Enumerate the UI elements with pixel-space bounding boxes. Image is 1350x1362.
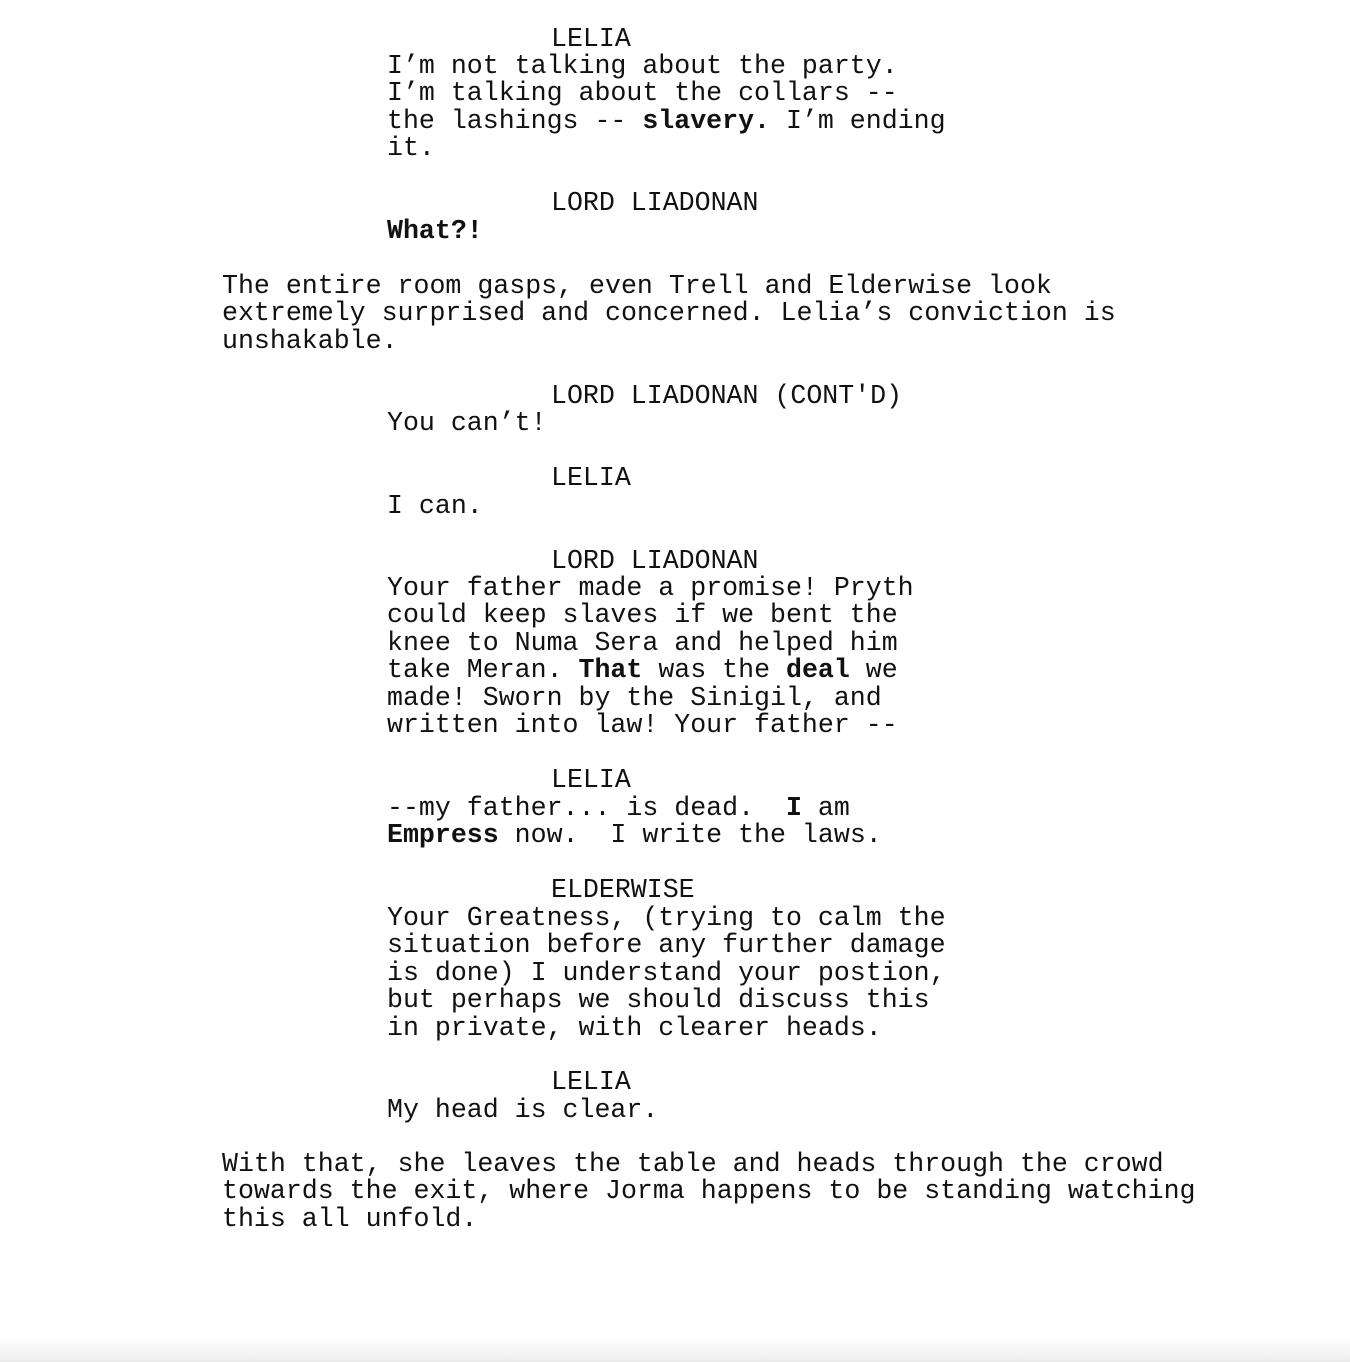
character-line bbox=[551, 383, 902, 410]
action-line bbox=[222, 1203, 1196, 1234]
dialogue-line bbox=[387, 135, 946, 162]
bold-text-run: Empress bbox=[387, 820, 499, 851]
text-run: towards the exit, where Jorma happens to be standing watching bbox=[222, 1176, 1196, 1207]
text-run: knee to Numa Sera and helped him bbox=[387, 627, 898, 658]
text-run: LORD LIADONAN bbox=[551, 546, 759, 576]
dialogue-line bbox=[387, 105, 946, 136]
action-line bbox=[222, 1178, 1196, 1205]
character-line bbox=[551, 26, 631, 53]
text-run: unshakable. bbox=[222, 325, 398, 356]
text-run: take Meran. bbox=[387, 655, 579, 686]
text-run: ELDERWISE bbox=[551, 875, 695, 905]
text-run: LELIA bbox=[551, 463, 631, 493]
bold-text-run: deal bbox=[786, 655, 850, 686]
character-line bbox=[551, 190, 758, 217]
dialogue-block bbox=[387, 795, 882, 850]
text-run: extremely surprised and concerned. Lelia’s conviction is bbox=[222, 298, 1116, 329]
page-bottom-edge bbox=[0, 1338, 1350, 1362]
character-cue-lelia bbox=[551, 26, 631, 53]
text-run: I’m not talking about the party. bbox=[387, 51, 898, 81]
dialogue-block bbox=[387, 575, 914, 739]
text-run: I’m ending bbox=[770, 105, 946, 136]
text-run: the lashings -- bbox=[387, 105, 643, 136]
action-block bbox=[222, 1151, 1196, 1233]
action-line bbox=[222, 1151, 1196, 1178]
action-line bbox=[222, 300, 1116, 327]
dialogue-line bbox=[387, 987, 946, 1014]
dialogue-line bbox=[387, 682, 914, 713]
text-run: You can’t! bbox=[387, 408, 547, 438]
character-cue-lelia bbox=[551, 767, 631, 794]
dialogue-block bbox=[387, 1097, 658, 1124]
text-run: LORD LIADONAN (CONT'D) bbox=[551, 381, 903, 411]
bold-text-run: slavery. bbox=[642, 105, 771, 136]
text-run: LELIA bbox=[551, 1067, 631, 1097]
character-line bbox=[551, 1069, 631, 1096]
character-cue-lord-liadonan bbox=[551, 548, 758, 575]
dialogue-line bbox=[387, 957, 946, 988]
text-run: With that, she leaves the table and heads through the crowd bbox=[222, 1149, 1164, 1179]
dialogue-line bbox=[387, 80, 946, 107]
dialogue-line bbox=[387, 218, 483, 245]
dialogue-line bbox=[387, 627, 914, 658]
text-run: could keep slaves if we bent the bbox=[387, 600, 898, 631]
bold-text-run: What?! bbox=[387, 216, 483, 246]
text-run: LELIA bbox=[551, 765, 631, 795]
dialogue-block bbox=[387, 410, 547, 437]
text-run: but perhaps we should discuss this bbox=[387, 985, 930, 1016]
text-run: in private, with clearer heads. bbox=[387, 1012, 882, 1043]
text-run: I can. bbox=[387, 491, 483, 521]
text-run: LORD LIADONAN bbox=[551, 188, 759, 218]
dialogue-block bbox=[387, 218, 483, 245]
text-run: LELIA bbox=[551, 24, 631, 54]
dialogue-line bbox=[387, 795, 882, 822]
text-run: now. I write the laws. bbox=[498, 820, 882, 851]
dialogue-line bbox=[387, 822, 882, 849]
text-run: The entire room gasps, even Trell and Elderwise look bbox=[222, 271, 1052, 301]
text-run: written into law! Your father -- bbox=[387, 709, 898, 740]
dialogue-block bbox=[387, 493, 483, 520]
dialogue-line bbox=[387, 657, 914, 684]
dialogue-line bbox=[387, 709, 914, 740]
dialogue-block bbox=[387, 53, 946, 163]
dialogue-line bbox=[387, 905, 946, 932]
bold-text-run: That bbox=[578, 655, 643, 686]
text-run: was the bbox=[642, 655, 786, 686]
dialogue-line bbox=[387, 493, 483, 520]
dialogue-line bbox=[387, 602, 914, 629]
dialogue-line bbox=[387, 53, 946, 80]
text-run: Your Greatness, (trying to calm the bbox=[387, 903, 946, 933]
text-run: situation before any further damage bbox=[387, 930, 946, 961]
text-run: My head is clear. bbox=[387, 1095, 659, 1125]
character-cue-lelia bbox=[551, 465, 631, 492]
action-line bbox=[222, 273, 1116, 300]
bold-text-run: I bbox=[785, 793, 802, 823]
dialogue-line bbox=[387, 575, 914, 602]
character-line bbox=[551, 465, 631, 492]
character-line bbox=[551, 877, 695, 904]
dialogue-line bbox=[387, 1012, 946, 1043]
character-line bbox=[551, 548, 758, 575]
character-cue-lelia bbox=[551, 1069, 631, 1096]
character-cue-lord-liadonan-contd bbox=[551, 383, 902, 410]
text-run: it. bbox=[387, 133, 435, 164]
dialogue-line bbox=[387, 410, 547, 437]
action-line bbox=[222, 325, 1116, 356]
text-run: Your father made a promise! Pryth bbox=[387, 573, 914, 603]
text-run: made! Sworn by the Sinigil, and bbox=[387, 682, 882, 713]
dialogue-line bbox=[387, 1097, 658, 1124]
text-run: this all unfold. bbox=[222, 1203, 478, 1234]
action-block bbox=[222, 273, 1116, 355]
dialogue-block bbox=[387, 905, 946, 1042]
text-run: I’m talking about the collars -- bbox=[387, 78, 898, 109]
character-cue-elderwise bbox=[551, 877, 695, 904]
text-run: am bbox=[801, 793, 850, 823]
text-run: --my father... is dead. bbox=[387, 793, 786, 823]
dialogue-line bbox=[387, 932, 946, 959]
text-run: we bbox=[849, 655, 898, 686]
character-line bbox=[551, 767, 631, 794]
character-cue-lord-liadonan bbox=[551, 190, 758, 217]
text-run: is done) I understand your postion, bbox=[387, 957, 946, 988]
